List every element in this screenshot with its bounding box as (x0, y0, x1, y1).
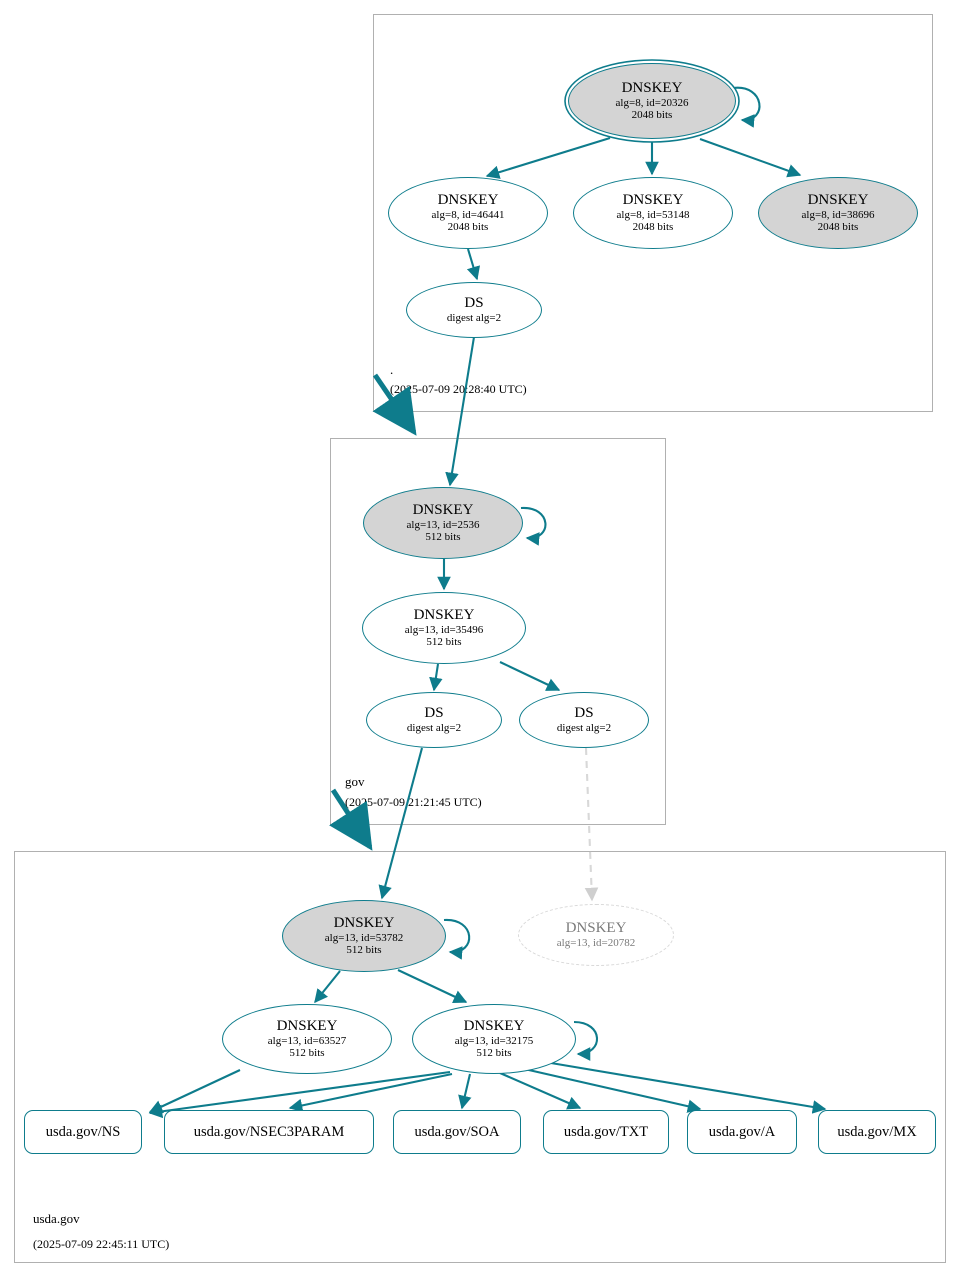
node-subtitle-1: alg=8, id=46441 (431, 209, 505, 222)
node-subtitle-1: alg=13, id=53782 (324, 932, 404, 945)
node-rr-ns (24, 1110, 142, 1154)
node-title: DNSKEY (621, 80, 683, 97)
node-subtitle-1: alg=13, id=63527 (267, 1035, 347, 1048)
node-root-zsk-38696 (758, 177, 918, 249)
node-title: usda.gov/NS (45, 1123, 121, 1140)
node-usda-zsk-32175 (412, 1004, 576, 1074)
node-title: DNSKEY (565, 920, 627, 937)
node-root-zsk-53148 (573, 177, 733, 249)
node-title: DS (424, 705, 444, 722)
node-title: DNSKEY (413, 607, 475, 624)
node-gov-ds-usda-1 (366, 692, 502, 748)
node-usda-insecure-20782 (518, 904, 674, 966)
node-title: DNSKEY (622, 192, 684, 209)
node-subtitle-1: digest alg=2 (556, 722, 612, 735)
node-subtitle-1: alg=13, id=32175 (454, 1035, 534, 1048)
node-rr-txt (543, 1110, 669, 1154)
node-subtitle-2: 2048 bits (447, 221, 489, 234)
node-title: DNSKEY (276, 1018, 338, 1035)
node-rr-soa (393, 1110, 521, 1154)
node-subtitle-2: 2048 bits (817, 221, 859, 234)
node-title: usda.gov/NSEC3PARAM (193, 1123, 345, 1140)
node-title: usda.gov/SOA (414, 1123, 500, 1140)
node-subtitle-2: 2048 bits (632, 221, 674, 234)
node-title: DNSKEY (437, 192, 499, 209)
node-subtitle-1: alg=13, id=35496 (404, 624, 484, 637)
node-title: DNSKEY (333, 915, 395, 932)
node-subtitle-1: digest alg=2 (406, 722, 462, 735)
node-root-ksk-20326 (568, 63, 736, 139)
node-title: usda.gov/TXT (563, 1123, 649, 1140)
zone-timestamp-usda-gov-zone: (2025-07-09 22:45:11 UTC) (33, 1237, 170, 1251)
node-subtitle-2: 512 bits (346, 944, 382, 957)
node-subtitle-1: alg=8, id=53148 (616, 209, 690, 222)
node-subtitle-1: alg=13, id=2536 (406, 519, 480, 532)
node-title: usda.gov/MX (837, 1123, 917, 1140)
node-subtitle-2: 2048 bits (631, 109, 673, 122)
zone-label-gov-zone: gov (345, 774, 365, 789)
node-gov-ds-usda-2 (519, 692, 649, 748)
node-title: DS (464, 295, 484, 312)
node-title: DNSKEY (807, 192, 869, 209)
node-subtitle-2: 512 bits (426, 636, 462, 649)
node-title: DNSKEY (463, 1018, 525, 1035)
zone-timestamp-gov-zone: (2025-07-09 21:21:45 UTC) (345, 795, 482, 809)
node-rr-mx (818, 1110, 936, 1154)
node-subtitle-2: 512 bits (476, 1047, 512, 1060)
node-title: DNSKEY (412, 502, 474, 519)
node-usda-ksk-53782 (282, 900, 446, 972)
node-gov-ksk-2536 (363, 487, 523, 559)
node-subtitle-1: digest alg=2 (446, 312, 502, 325)
node-subtitle-1: alg=8, id=20326 (615, 97, 689, 110)
node-root-ds-gov (406, 282, 542, 338)
node-root-zsk-46441 (388, 177, 548, 249)
node-subtitle-1: alg=13, id=20782 (556, 937, 636, 950)
node-gov-zsk-35496 (362, 592, 526, 664)
zone-label-usda-gov-zone: usda.gov (33, 1211, 80, 1226)
node-title: DS (574, 705, 594, 722)
zone-label-root-zone: . (390, 362, 394, 377)
node-subtitle-2: 512 bits (289, 1047, 325, 1060)
node-rr-n3p (164, 1110, 374, 1154)
node-subtitle-2: 512 bits (425, 531, 461, 544)
zone-timestamp-root-zone: (2025-07-09 20:28:40 UTC) (390, 382, 527, 396)
node-title: usda.gov/A (708, 1123, 776, 1140)
node-rr-a (687, 1110, 797, 1154)
node-usda-zsk-63527 (222, 1004, 392, 1074)
node-subtitle-1: alg=8, id=38696 (801, 209, 875, 222)
